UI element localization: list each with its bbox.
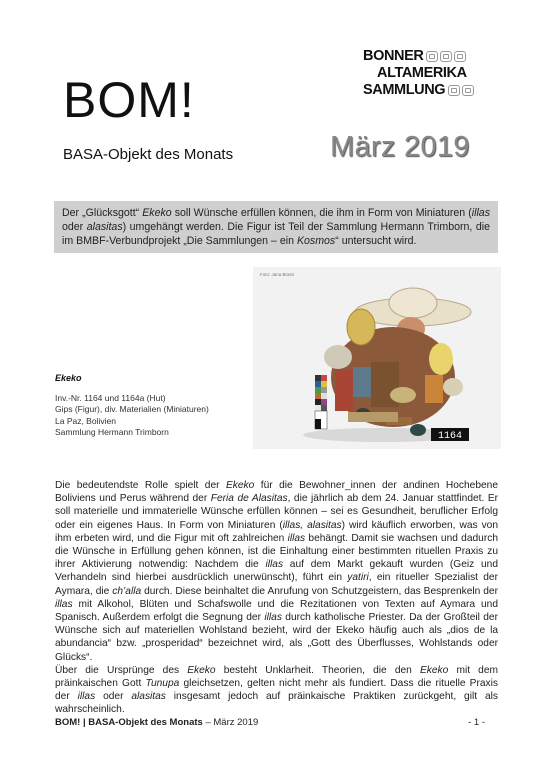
italic-term: illas (265, 559, 284, 571)
text-run: Die bedeutendste Rolle spielt der (55, 480, 226, 491)
italic-term: ch’alla (112, 585, 142, 597)
photo-credit: Foto: Jana Brass (260, 272, 295, 277)
italic-term: Ekeko (419, 664, 449, 676)
caption-title: Ekeko (55, 373, 82, 383)
text-run: für die Bewohner_innen der andinen Hochebene Boliviens und Perus während der (55, 480, 498, 505)
logo-line-2: ALTAMERIKA (377, 65, 467, 81)
italic-term: Feria de Alasitas (210, 493, 288, 505)
glyph-icons (448, 85, 474, 96)
glyph-icons (426, 51, 466, 62)
page-footer (55, 717, 485, 728)
text-run: durch katholische Priester. Da der Großteil der Wünsche sich auf materiellen Wohlstand bezieht, wird der Ekeko häufig auch als „dios de la abundancia“ bzw. „prosperidad“ bezeichnet wird, als „Gott des Überflusses, Wohlstands oder Glücks“. (55, 612, 498, 663)
text-run: oder (95, 691, 132, 703)
ekeko-photo (253, 267, 501, 449)
italic-term: illas (264, 612, 282, 624)
italic-term: illas (55, 598, 73, 610)
document-subtitle: BASA-Objekt des Monats (63, 146, 234, 163)
body-paragraph-2 (55, 664, 498, 717)
text-run: durch. Diese beinhaltet die Anrufung von Schutzgeistern, das Besprenkeln der (141, 585, 498, 597)
italic-term: alasitas (131, 691, 166, 703)
inventory-tag: 1164 (437, 431, 463, 442)
italic-term: Ekeko (187, 664, 216, 676)
color-calibration-chart (315, 375, 327, 429)
italic-term: illas (287, 532, 306, 544)
page-number: - 1 - (468, 717, 485, 728)
italic-term: illas, alasitas (282, 519, 342, 531)
text-run: auf dem Markt gekauft wurden (Geiz und Verhandeln sind hierbei ausdrücklich unerwünscht), führt ein (55, 559, 498, 584)
caption-line: La Paz, Bolivien (55, 415, 116, 426)
logo-line-1: BONNER (363, 48, 424, 64)
text-run: mit Alkohol, Blüten und Schafswolle und die Rezitationen von Texten auf Aymara und Spanisch. Außerdem erfolgt die Segnung der (55, 598, 498, 624)
italic-term: Tunupa (145, 678, 180, 690)
italic-term: illas (77, 691, 96, 703)
text-run: besteht Unklarheit. Theorien, die den (215, 664, 420, 676)
intro-box: Der „Glücksgott“ Ekeko soll Wünsche erfüllen können, die ihm in Form von Miniaturen (illas oder alasitas) umgehängt werden. Die Figur ist Teil der Sammlung Hermann Trimborn, die im BMBF-Verbundprojekt „Die Sammlungen – ein Kosmos“ untersucht wird. (54, 201, 498, 253)
object-caption (55, 373, 209, 439)
bonner-altamerika-sammlung-logo (363, 48, 493, 99)
italic-term: Ekeko (225, 480, 255, 491)
issue-date: März 2019 (330, 131, 470, 163)
text-run: , die jährlich ab dem 24. Januar stattfindet. Er soll materielle und immaterielle Wünsche erfüllen können – sei es Gesundheit, beruflicher Erfolg oder ein eigenes Haus. In Form von Miniaturen ( (55, 493, 499, 531)
text-run: mit dem präinkaischen Gott (55, 664, 498, 690)
text-run: , ein ritueller Spezialist der Aymara, die (55, 572, 498, 597)
footer-date: – März 2019 (202, 717, 259, 728)
text-run: gleichsetzen, gelten nicht mehr als fundiert. Dass die rituelle Praxis der (55, 678, 498, 703)
article-body (55, 479, 498, 717)
text-run: ) wird käuflich erworben, was von ihm erbeten wird, und die Figur mit oft zahlreichen (55, 519, 498, 544)
caption-line: Inv.-Nr. 1164 und 1164a (Hut) (55, 392, 166, 403)
body-paragraph-1 (55, 479, 498, 664)
caption-line: Sammlung Hermann Trimborn (55, 427, 169, 437)
caption-line: Gips (Figur), div. Materialien (Miniaturen) (55, 404, 209, 414)
text-run: insgesamt jedoch auf präinkaische Praktiken zurückgeht, gilt als wahrscheinlich. (55, 691, 498, 716)
italic-term: yatiri (347, 572, 369, 584)
ekeko-figure-illustration (253, 267, 501, 449)
footer-title: BOM! | BASA-Objekt des Monats (55, 717, 203, 728)
document-title: BOM! (63, 72, 195, 128)
text-run: behängt. Damit sie wachsen und dadurch die Wünsche in Erfüllung gehen können, ist die Einhaltung einer bestimmten rituellen Praxis zu ihrer Aktivierung notwendig: Nachdem die (55, 532, 498, 571)
logo-line-3: SAMMLUNG (363, 82, 446, 98)
text-run: Über die Ursprünge des (55, 664, 188, 676)
